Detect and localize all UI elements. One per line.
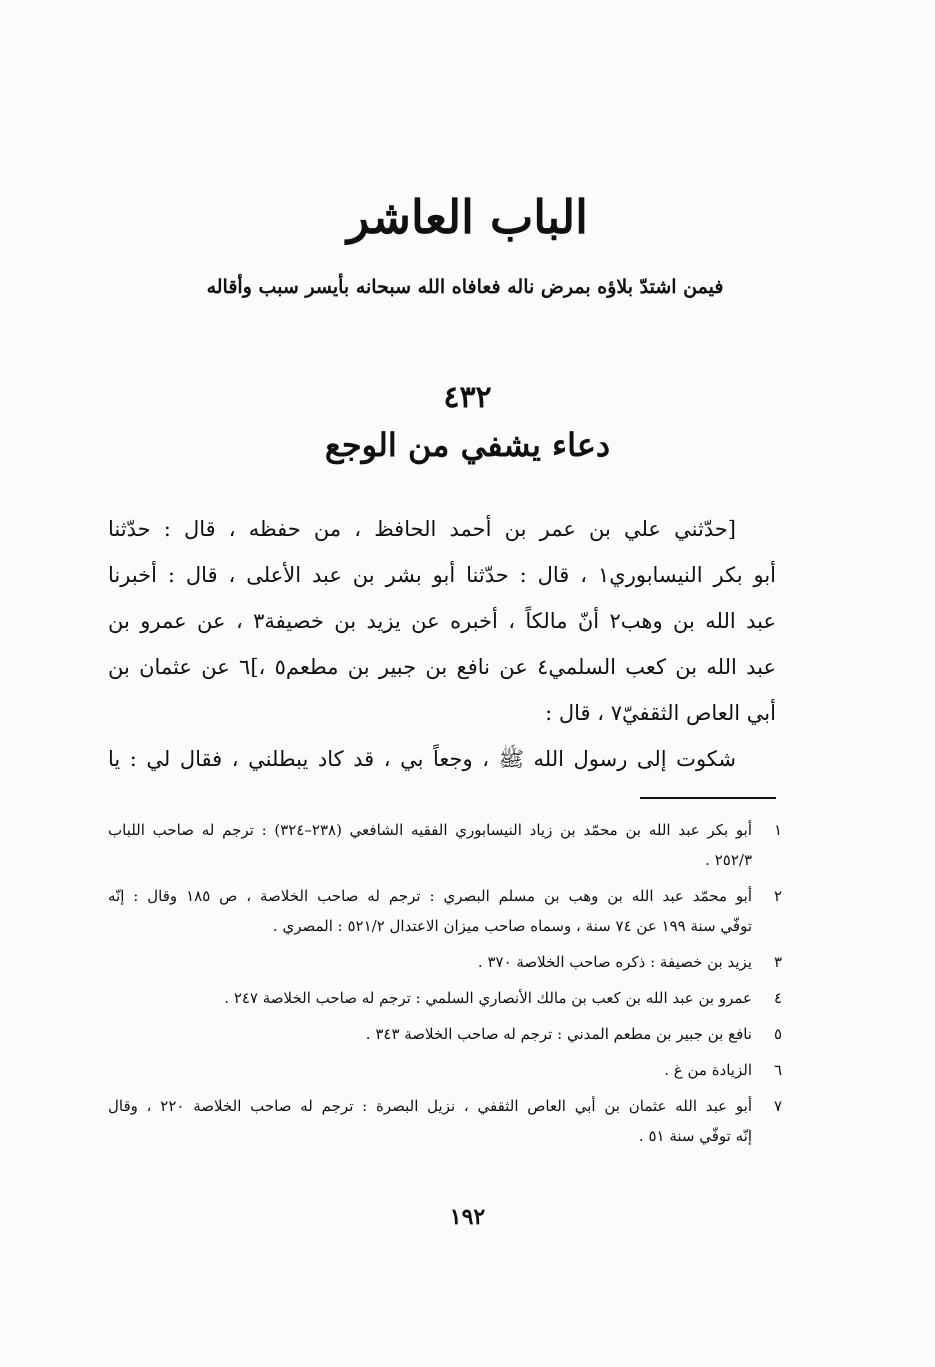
section-title: دعاء يشفي من الوجع <box>324 426 611 464</box>
chapter-subtitle: فيمن اشتدّ بلاؤه بمرض ناله فعافاه الله سبحانه بأيسر سبب وأقاله <box>206 276 724 298</box>
footnote-line: يزيد بن خصيفة : ذكره صاحب الخلاصة ٣٧٠ . <box>477 953 752 971</box>
body-line: [حدّثني علي بن عمر بن أحمد الحافظ ، من حفظه ، قال : حدّثنا <box>108 517 736 541</box>
footnote-number: ١ <box>773 821 783 839</box>
footnote-separator <box>640 797 776 799</box>
footnote-number: ٤ <box>773 989 783 1007</box>
footnote-line: الزيادة من غ . <box>664 1061 752 1079</box>
footnote-2 <box>108 881 788 941</box>
body-line: شكوت إلى رسول الله ﷺ ، وجعاً بي ، قد كاد يبطلني ، فقال لي : يا <box>108 747 736 771</box>
footnote-line: عمرو بن عبد الله بن كعب بن مالك الأنصاري السلمي : ترجم له صاحب الخلاصة ٢٤٧ . <box>224 989 752 1007</box>
body-line: عبد الله بن وهب٢ أنّ مالكاً ، أخبره عن يزيد بن خصيفة٣ ، عن عمرو بن <box>108 609 776 633</box>
footnote-1 <box>108 815 788 875</box>
body-line: أبو بكر النيسابوري١ ، قال : حدّثنا أبو بشر بن عبد الأعلى ، قال : أخبرنا <box>108 563 776 587</box>
footnotes <box>108 815 788 1157</box>
chapter-title: الباب العاشر <box>347 190 588 244</box>
footnote-6 <box>108 1055 788 1085</box>
footnote-line: توفّي سنة ١٩٩ عن ٧٤ سنة ، وسماه صاحب ميزان الاعتدال ٥٢١/٢ : المصري . <box>272 917 752 935</box>
footnote-line: نافع بن جبير بن مطعم المدني : ترجم له صاحب الخلاصة ٣٤٣ . <box>365 1025 752 1043</box>
section-number: ٤٣٢ <box>443 380 492 415</box>
body-line: أبي العاص الثقفيّ٧ ، قال : <box>545 701 776 725</box>
footnote-line: أبو محمّد عبد الله بن وهب بن مسلم البصري : ترجم له صاحب الخلاصة ، ص ١٨٥ وقال : إنّه <box>108 887 752 905</box>
footnote-number: ٢ <box>773 887 783 905</box>
footnote-line: إنّه توفّي سنة ٥١ . <box>638 1127 752 1145</box>
footnote-5 <box>108 1019 788 1049</box>
footnote-number: ٣ <box>773 953 783 971</box>
page-number: ١٩٢ <box>449 1204 486 1230</box>
body-text <box>108 506 776 782</box>
footnote-7 <box>108 1091 788 1151</box>
footnote-number: ٥ <box>773 1025 783 1043</box>
footnote-number: ٦ <box>773 1061 783 1079</box>
footnote-3 <box>108 947 788 977</box>
footnote-line: أبو عبد الله عثمان بن أبي العاص الثقفي ، نزيل البصرة : ترجم له صاحب الخلاصة ٢٢٠ ، وقال <box>108 1097 752 1115</box>
footnote-line: ٢٥٢/٣ . <box>705 851 752 869</box>
footnote-line: أبو بكر عبد الله بن محمّد بن زياد النيسابوري الفقيه الشافعي (٢٣٨–٣٢٤) : ترجم له صاحب اللباب <box>108 821 752 839</box>
footnote-number: ٧ <box>773 1097 783 1115</box>
body-line: عبد الله بن كعب السلمي٤ عن نافع بن جبير بن مطعم٥ ،]٦ عن عثمان بن <box>108 655 776 679</box>
footnote-4 <box>108 983 788 1013</box>
